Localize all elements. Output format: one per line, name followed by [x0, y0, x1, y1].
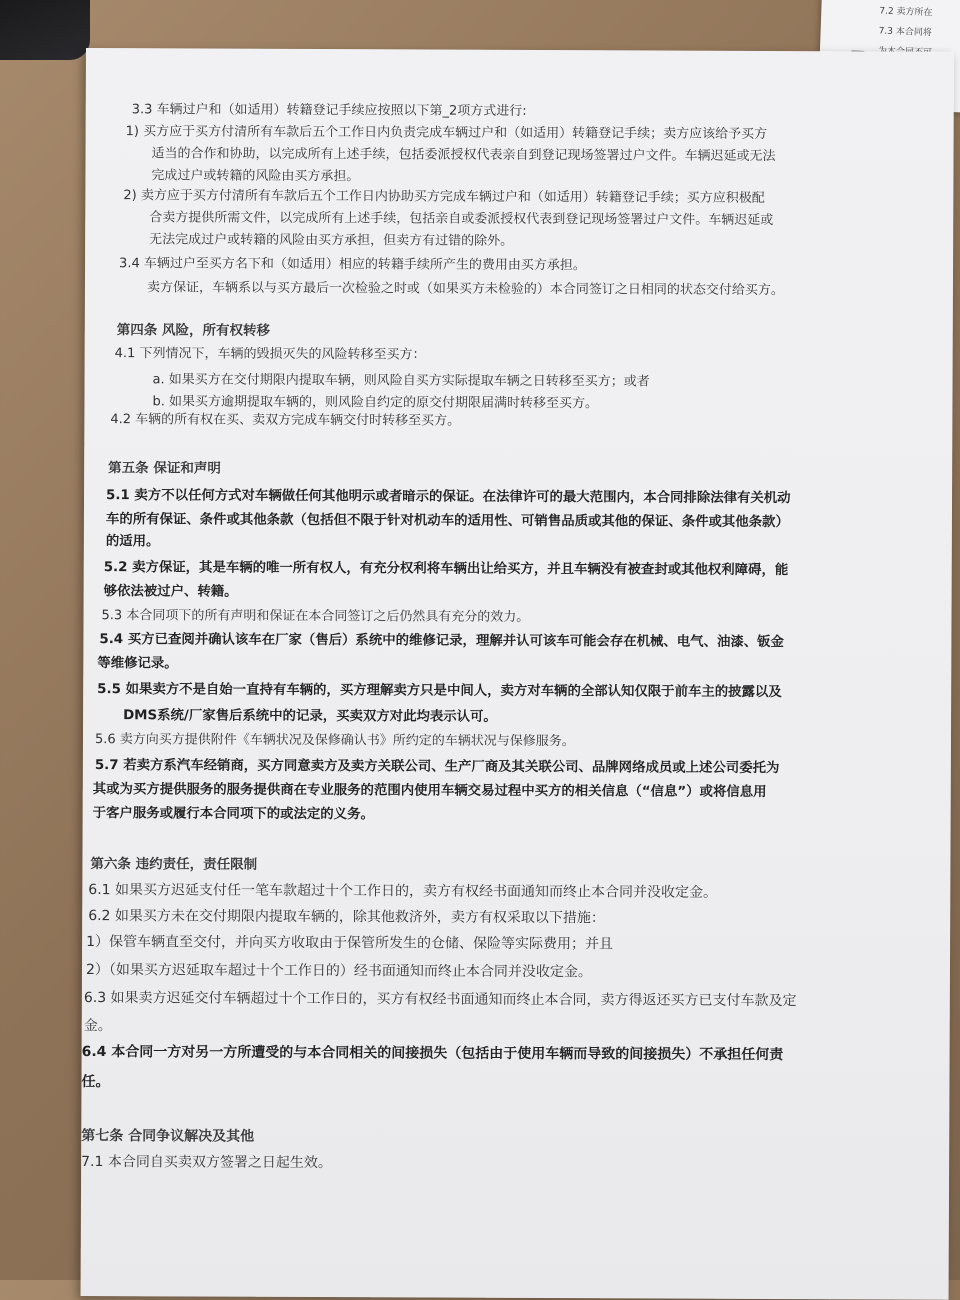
- clause-4-1: 4.1 下列情况下，车辆的毁损灭失的风险转移至买方：: [114, 346, 426, 363]
- clause-6-2: 6.2 如果买方未在交付期限内提取车辆的，除其他救济外，卖方有权采取以下措施：: [88, 908, 605, 927]
- text-line: 无法完成过户或转籍的风险由买方承担，但卖方有过错的除外。: [149, 232, 514, 249]
- clause-4-2: 4.2 车辆的所有权在买、卖双方完成车辆交付时转移至买方。: [110, 412, 461, 429]
- clause-5-1: 5.1 卖方不以任何方式对车辆做任何其他明示或者暗示的保证。在法律许可的最大范围内，本合同排除法律有关机动: [106, 488, 791, 507]
- text-line: 其或为买方提供服务的服务提供商在专业服务的范围内使用车辆交易过程中买方的相关信息（“信息”）或将信息用: [92, 782, 767, 800]
- clause-4-1-b: b. 如果买方逾期提取车辆的，则风险自约定的原交付期限届满时转移至买方。: [152, 394, 599, 412]
- clause-3-3-option-2: 2) 卖方应于买方付清所有车款后五个工作日内协助买方完成车辆过户和（如适用）转籍登记手续；买方应积极配: [123, 188, 765, 206]
- dark-object-corner: [0, 0, 90, 60]
- clause-3-4: 3.4 车辆过户至买方名下和（如适用）相应的转籍手续所产生的费用由买方承担。: [119, 256, 586, 274]
- text-line: 于客户服务或履行本合同项下的或法定的义务。: [92, 806, 374, 823]
- text-line: 够依法被过户、转籍。: [103, 584, 238, 600]
- article-6-heading: 第六条 违约责任，责任限制: [90, 856, 258, 873]
- clause-5-2: 5.2 卖方保证，其是车辆的唯一所有权人，有充分权利将车辆出让给买方，并且车辆没有被查封或其他权利障碍，能: [103, 560, 789, 579]
- clause-4-1-a: a. 如果买方在交付期限内提取车辆，则风险自买方实际提取车辆之日转移至买方；或者: [152, 372, 650, 390]
- clause-5-5: 5.5 如果卖方不是自始一直持有车辆的，买方理解卖方只是中间人，卖方对车辆的全部认知仅限于前车主的披露以及: [97, 682, 782, 701]
- clause-6-2-measure-1: 1）保管车辆直至交付，并向买方收取由于保管所发生的仓储、保险等实际费用；并且: [86, 934, 614, 953]
- text-line: 卖方保证，车辆系以与买方最后一次检验之时或（如果买方未检验的）本合同签订之日相同的状态交付给买方。: [146, 280, 784, 299]
- article-5-heading: 第五条 保证和声明: [108, 460, 221, 477]
- clause-5-4: 5.4 买方已查阅并确认该车在厂家（售后）系统中的维修记录，理解并认可该车可能会存在机械、电气、油漆、钣金: [99, 632, 784, 651]
- back-sheet-line: 7.2 卖方所在: [879, 6, 933, 19]
- text-line: 适当的合作和协助，以完成所有上述手续，包括委派授权代表亲自到登记现场签署过户文件。车辆迟延或无法: [151, 146, 776, 165]
- clause-3-3: 3.3 车辆过户和（如适用）转籍登记手续应按照以下第_2项方式进行:: [131, 102, 527, 119]
- text-line: 车的所有保证、条件或其他条款（包括但不限于针对机动车的适用性、可销售品质或其他的保证、条件或其他条款）: [105, 512, 789, 531]
- contract-page: [81, 48, 954, 1300]
- clause-6-2-measure-2: 2）（如果买方迟延取车超过十个工作日的）经书面通知而终止本合同并没收定金。: [85, 962, 592, 981]
- text-line: 等维修记录。: [97, 656, 178, 672]
- text-line: 完成过户或转籍的风险由买方承担。: [151, 168, 360, 185]
- clause-6-4: 6.4 本合同一方对另一方所遭受的与本合同相关的间接损失（包括由于使用车辆而导致的间接损失）不承担任何责: [81, 1043, 784, 1064]
- text-line: 金。: [83, 1017, 112, 1035]
- back-sheet-line: 7.3 本合同将: [878, 26, 932, 39]
- clause-3-3-option-1: 1) 买方应于买方付清所有车款后五个工作日内负责完成车辆过户和（如适用）转籍登记手续；卖方应该给予买方: [125, 124, 768, 142]
- article-7-heading: 第七条 合同争议解决及其他: [81, 1127, 255, 1145]
- article-4-heading: 第四条 风险，所有权转移: [116, 322, 271, 339]
- clause-5-3: 5.3 本合同项下的所有声明和保证在本合同签订之后仍然具有充分的效力。: [101, 608, 530, 625]
- clause-5-7: 5.7 若卖方系汽车经销商，买方同意卖方及卖方关联公司、生产厂商及其关联公司、品牌网络成员或上述公司委托为: [94, 758, 780, 777]
- text-line: 合卖方提供所需文件，以完成所有上述手续，包括亲自或委派授权代表到登记现场签署过户文件。车辆迟延或: [149, 210, 774, 229]
- clause-5-6: 5.6 卖方向买方提供附件《车辆状况及保修确认书》所约定的车辆状况与保修服务。: [94, 732, 575, 750]
- text-line: DMS系统/厂家售后系统中的记录，买卖双方对此均表示认可。: [123, 708, 497, 725]
- clause-6-1: 6.1 如果买方迟延支付任一笔车款超过十个工作日的，卖方有权经书面通知而终止本合同并没收定金。: [88, 882, 718, 901]
- text-line: 的适用。: [105, 534, 160, 550]
- clause-7-1: 7.1 本合同自买卖双方签署之日起生效。: [81, 1153, 332, 1172]
- clause-6-3: 6.3 如果卖方迟延交付车辆超过十个工作日的，买方有权经书面通知而终止本合同，卖方得返还买方已支付车款及定: [83, 989, 797, 1010]
- text-line: 任。: [81, 1073, 110, 1091]
